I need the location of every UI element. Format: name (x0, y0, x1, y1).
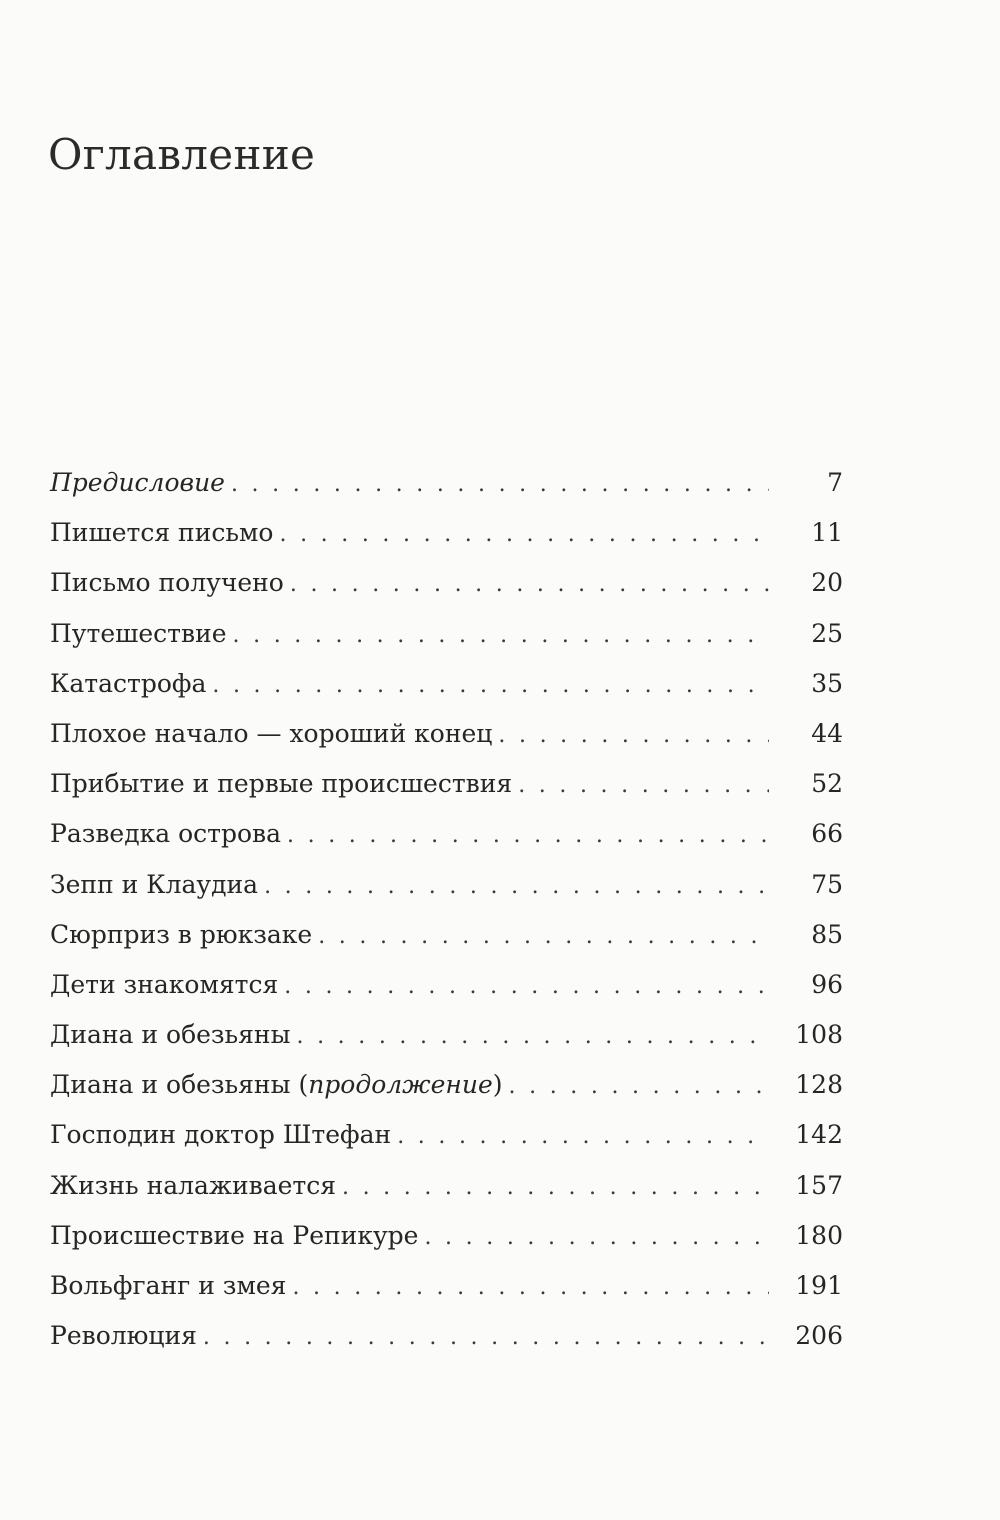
dot-leader (284, 962, 769, 1012)
toc-entry-title: Происшествие на Репикуре (50, 1220, 419, 1250)
toc-entry-page: 180 (795, 1220, 843, 1250)
toc-entry-page: 142 (795, 1120, 843, 1150)
toc-entry-title: Революция (50, 1321, 197, 1351)
toc-entry-page: 108 (795, 1020, 843, 1050)
toc-entry-title: Предисловие (50, 468, 225, 497)
toc-entry-title: Катастрофа (50, 668, 207, 698)
dot-leader (264, 862, 769, 912)
toc-entry-title: Путешествие (50, 618, 227, 648)
toc-entry-title: Плохое начало — хороший конец (50, 718, 493, 748)
toc-entry (50, 1261, 843, 1311)
toc-entry (50, 759, 843, 809)
dot-leader (297, 1012, 770, 1062)
toc-entry-page: 157 (795, 1170, 843, 1200)
toc-entry (50, 1311, 843, 1361)
dot-leader (287, 811, 769, 861)
toc-entry-page: 44 (811, 718, 843, 748)
toc-entry (50, 508, 843, 558)
dot-leader (280, 510, 770, 560)
toc-entry-page: 66 (811, 819, 843, 849)
toc-entry-page: 52 (811, 769, 843, 799)
dot-leader (509, 1062, 769, 1112)
title-suffix-italic: продолжение (308, 1070, 493, 1100)
table-of-contents (50, 458, 843, 1361)
toc-entry-title: Разведка острова (50, 819, 282, 849)
toc-entry (50, 659, 843, 709)
dot-leader (292, 1263, 769, 1313)
toc-entry (50, 1161, 843, 1211)
toc-entry (50, 910, 843, 960)
dot-leader (318, 912, 769, 962)
dot-leader (290, 560, 769, 610)
toc-entry (50, 1010, 843, 1060)
toc-entry (50, 809, 843, 859)
toc-entry (50, 960, 843, 1010)
toc-entry-page: 191 (795, 1271, 843, 1300)
toc-entry-page: 35 (811, 668, 843, 698)
dot-leader (233, 611, 769, 661)
page-title: Оглавление (48, 130, 316, 179)
toc-entry (50, 1060, 843, 1110)
dot-leader (424, 1213, 769, 1263)
toc-entry-page: 11 (811, 518, 843, 548)
toc-entry-page: 25 (811, 618, 843, 648)
dot-leader (498, 711, 769, 761)
toc-entry-title: Зепп и Клаудиа (50, 869, 259, 899)
toc-entry-title: Вольфганг и змея (50, 1271, 287, 1300)
toc-entry-page: 75 (811, 869, 843, 899)
toc-entry-page: 20 (811, 568, 843, 598)
toc-entry-title: Дети знакомятся (50, 969, 279, 999)
toc-entry (50, 860, 843, 910)
toc-entry-page: 85 (811, 919, 843, 949)
toc-entry (50, 609, 843, 659)
dot-leader (397, 1112, 769, 1162)
toc-entry-title: Пишется письмо (50, 518, 274, 548)
toc-entry-page: 206 (795, 1321, 843, 1351)
toc-entry (50, 1211, 843, 1261)
toc-entry-preface (50, 458, 843, 508)
dot-leader (203, 1313, 769, 1363)
toc-entry-title: Жизнь налаживается (50, 1170, 336, 1200)
toc-entry-title: Письмо получено (50, 568, 284, 598)
title-paren-close: ) (492, 1070, 503, 1100)
dot-leader (231, 460, 769, 510)
dot-leader (212, 661, 769, 711)
dot-leader (342, 1163, 769, 1213)
toc-entry-title: Прибытие и первые происшествия (50, 769, 513, 799)
toc-entry (50, 558, 843, 608)
toc-entry-title: Диана и обезьяны (50, 1020, 291, 1050)
toc-entry-title: Сюрприз в рюкзаке (50, 919, 313, 949)
toc-entry-page: 7 (827, 468, 843, 497)
toc-entry-title: Господин доктор Штефан (50, 1120, 392, 1150)
toc-entry-title: Диана и обезьяны (50, 1070, 291, 1100)
toc-entry-title-compound (50, 1060, 509, 1110)
toc-entry-page: 96 (811, 969, 843, 999)
toc-entry-page: 128 (795, 1070, 843, 1100)
dot-leader (518, 761, 769, 811)
toc-entry (50, 709, 843, 759)
title-paren-open: ( (290, 1070, 309, 1100)
toc-entry (50, 1110, 843, 1160)
